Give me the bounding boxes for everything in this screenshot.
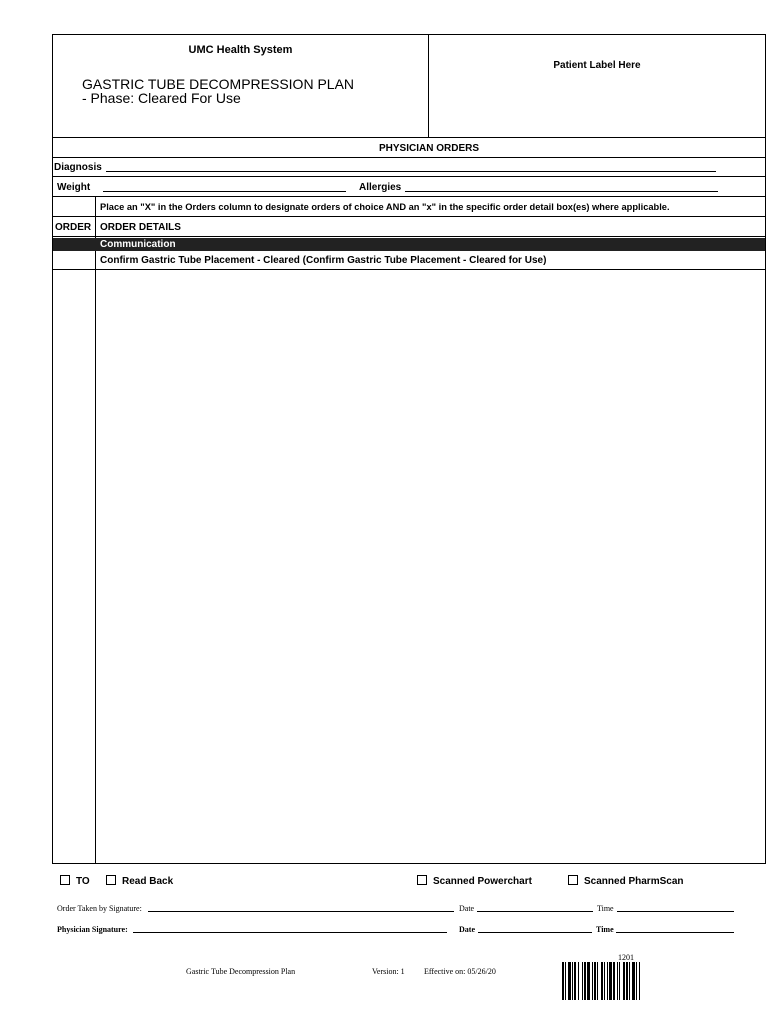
details-column-header: ORDER DETAILS	[100, 222, 181, 233]
physician-date-label: Date	[459, 925, 475, 934]
section-title-row	[53, 138, 765, 158]
physician-time-label: Time	[596, 925, 614, 934]
diagnosis-label: Diagnosis	[54, 162, 102, 173]
patient-label-area: Patient Label Here	[553, 60, 641, 71]
weight-field[interactable]	[103, 182, 346, 192]
read-back-checkbox[interactable]	[106, 875, 116, 885]
order-taken-time-label: Time	[597, 904, 614, 913]
barcode-bar	[617, 962, 618, 1000]
order-checkbox-cell[interactable]	[53, 251, 95, 269]
order-taken-signature-label: Order Taken by Signature:	[57, 904, 142, 913]
instruction-row	[53, 197, 765, 217]
scanned-powerchart-option[interactable]	[417, 875, 532, 887]
organization-name: UMC Health System	[188, 44, 293, 56]
physician-date-field[interactable]	[478, 924, 592, 933]
barcode-bar	[639, 962, 640, 1000]
barcode-bar	[592, 962, 593, 1000]
scanned-powerchart-checkbox[interactable]	[417, 875, 427, 885]
footer-effective-date: Effective on: 05/26/20	[424, 967, 496, 976]
column-divider-upper	[95, 197, 96, 238]
scanned-powerchart-label: Scanned Powerchart	[433, 876, 532, 887]
form-header	[53, 35, 765, 138]
diagnosis-row	[53, 158, 765, 177]
weight-allergies-row	[53, 177, 765, 197]
barcode-bar	[582, 962, 583, 1000]
to-checkbox[interactable]	[60, 875, 70, 885]
allergies-label: Allergies	[359, 182, 402, 193]
scanned-pharmscan-label: Scanned PharmScan	[584, 876, 684, 887]
scanned-pharmscan-checkbox[interactable]	[568, 875, 578, 885]
barcode-bar	[619, 962, 620, 1000]
barcode-bar	[572, 962, 573, 1000]
barcode-bar	[565, 962, 566, 1000]
barcode-bar	[607, 962, 608, 1000]
column-divider-lower	[95, 251, 96, 863]
to-option[interactable]	[60, 875, 90, 887]
barcode-bar	[613, 962, 615, 1000]
barcode-bar	[562, 962, 564, 1000]
order-form	[52, 34, 766, 864]
diagnosis-field[interactable]	[106, 162, 716, 172]
order-detail: Confirm Gastric Tube Placement - Cleared (Confirm Gastric Tube Placement - Cleared for Use)	[100, 255, 547, 266]
plan-phase: - Phase: Cleared For Use	[82, 90, 241, 106]
column-header-row	[53, 217, 765, 237]
category-communication: Communication	[100, 239, 176, 250]
header-title-block	[53, 35, 429, 137]
physician-time-field[interactable]	[616, 924, 734, 933]
order-column-header: ORDER	[55, 222, 92, 233]
barcode-bar	[629, 962, 630, 1000]
barcode-bar	[578, 962, 579, 1000]
to-label: TO	[76, 876, 90, 887]
instruction-text: Place an "X" in the Orders column to designate orders of choice AND an "x" in the specific order detail box(es) where applicable.	[100, 202, 670, 212]
category-band	[53, 238, 765, 251]
barcode-bar	[597, 962, 598, 1000]
read-back-label: Read Back	[122, 876, 174, 887]
barcode-bar	[626, 962, 628, 1000]
barcode-bar	[609, 962, 612, 1000]
read-back-option[interactable]	[106, 875, 173, 887]
scanned-pharmscan-option[interactable]	[568, 875, 683, 887]
allergies-field[interactable]	[405, 182, 718, 192]
order-taken-time-field[interactable]	[617, 903, 734, 912]
order-taken-date-field[interactable]	[477, 903, 593, 912]
footer-form-number: 1201	[618, 953, 634, 962]
plan-title: GASTRIC TUBE DECOMPRESSION PLAN	[82, 76, 355, 92]
order-taken-date-label: Date	[459, 904, 475, 913]
barcode-bar	[574, 962, 576, 1000]
barcode-bar	[636, 962, 637, 1000]
barcode-image	[562, 962, 694, 1000]
order-taken-signature-field[interactable]	[148, 903, 454, 912]
barcode-bar	[594, 962, 596, 1000]
footer-version: Version: 1	[372, 967, 405, 976]
weight-label: Weight	[57, 182, 91, 193]
barcode-bar	[584, 962, 586, 1000]
physician-signature-field[interactable]	[133, 924, 447, 933]
order-row	[53, 251, 765, 270]
section-title: PHYSICIAN ORDERS	[378, 143, 479, 154]
barcode-bar	[568, 962, 571, 1000]
physician-signature-label: Physician Signature:	[57, 925, 128, 934]
barcode-bar	[587, 962, 590, 1000]
barcode-bar	[604, 962, 605, 1000]
footer-form-name: Gastric Tube Decompression Plan	[186, 967, 296, 976]
barcode-bar	[623, 962, 625, 1000]
barcode-bar	[601, 962, 603, 1000]
barcode-bar	[632, 962, 635, 1000]
